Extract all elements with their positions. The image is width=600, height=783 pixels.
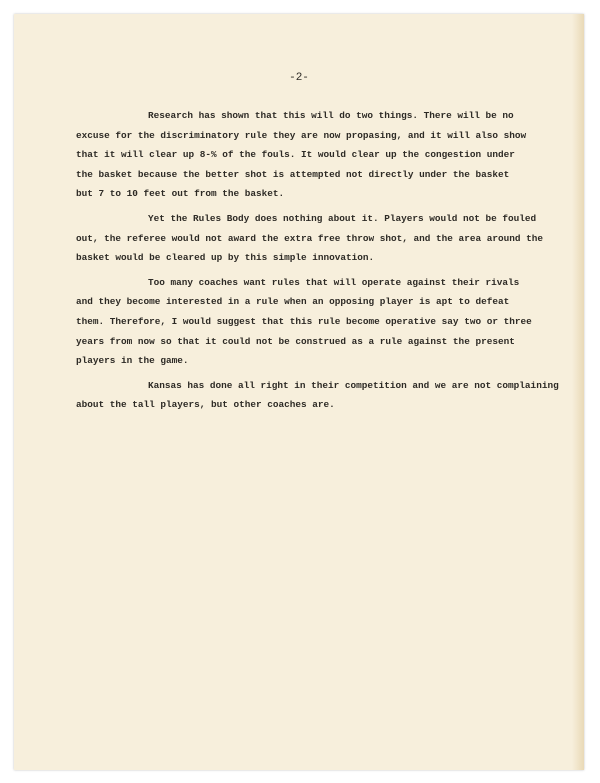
text-line: Research has shown that this will do two things. There will be no (148, 110, 514, 121)
paragraph-3 (76, 273, 556, 371)
paper-sheet (14, 14, 584, 770)
text-line: players in the game. (76, 355, 189, 367)
text-line: about the tall players, but other coaches are. (76, 399, 335, 411)
text-line: Too many coaches want rules that will operate against their rivals (148, 276, 520, 288)
text-line: that it will clear up 8-% of the fouls. It would clear up the congestion under (76, 149, 515, 161)
letter-body (76, 106, 559, 420)
paper-edge-shadow (572, 14, 584, 770)
text-line: years from now so that it could not be construed as a rule against the present (76, 335, 515, 347)
text-line: basket would be cleared up by this simple innovation. (76, 252, 375, 264)
page-number: -2- (289, 72, 309, 84)
text-line: excuse for the discriminatory rule they are now propasing, and it will also show (76, 129, 527, 141)
text-line: and they become interested in a rule when an opposing player is apt to defeat (76, 296, 510, 308)
text-line: but 7 to 10 feet out from the basket. (76, 188, 285, 200)
paragraph-2 (76, 209, 556, 268)
text-line: them. Therefore, I would suggest that this rule become operative say two or three (76, 315, 532, 327)
text-line: Yet the Rules Body does nothing about it. Players would not be fouled (148, 212, 537, 224)
text-line: the basket because the better shot is attempted not directly under the basket (76, 168, 510, 180)
paragraph-4 (76, 376, 559, 415)
text-line: out, the referee would not award the extra free throw shot, and the area around the (76, 232, 543, 244)
paragraph-1 (76, 106, 556, 204)
text-line: Kansas has done all right in their competition and we are not complaining (148, 379, 559, 391)
